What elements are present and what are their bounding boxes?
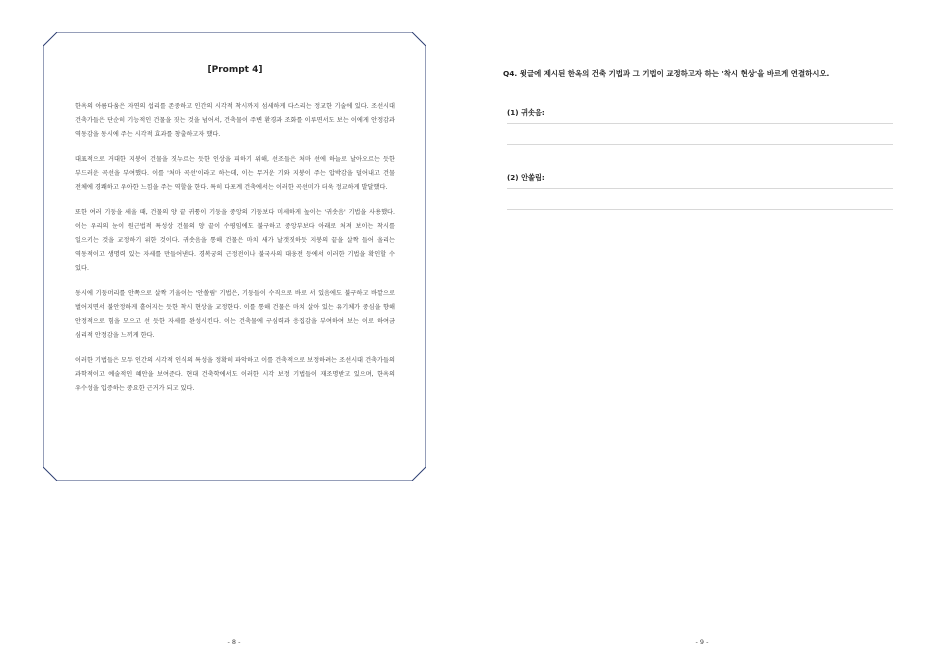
paragraph: 이러한 기법들은 모두 인간의 시각적 인식의 특성을 정확히 파악하고 이를 건축적으로 보정하려는 조선시대 건축가들의 과학적이고 예술적인 혜안을 보여준다. 현대 건축학에서도 이러한 시각 보정 기법들이 재조명받고 있으며, 한옥의 우수성을 입증하는 중요한 근거가 되고 있다. [75, 357, 395, 392]
paragraph: 한옥의 아름다움은 자연의 섭리를 존중하고 인간의 시각적 착시까지 섬세하게 다스리는 정교한 기술에 있다. 조선시대 건축가들은 단순히 기능적인 건물을 짓는 것을 넘어서, 건축물이 주변 환경과 조화를 이루면서도 보는 이에게 안정감과 역동감을 동시에 주는 시각적 효과를 창출하고자 했다. [75, 103, 395, 138]
question-text: Q4. 윗글에 제시된 한옥의 건축 기법과 그 기법이 교정하고자 하는 '착시 현상'을 바르게 연결하시오. [503, 69, 830, 78]
paragraph: 또한 여러 기둥을 세울 때, 건물의 양 끝 귀퉁이 기둥을 중앙의 기둥보다 미세하게 높이는 '귀솟음' 기법을 사용했다. 이는 우리의 눈이 원근법적 특성상 건물의 양 끝이 수평임에도 불구하고 중앙부보다 아래로 처져 보이는 착시를 일으키는 것을 교정하기 위한 것이다. 귀솟음을 통해 건물은 마치 새가 날갯짓하듯 지붕의 끝을 살짝 들어 올리는 역동적이고 생명력 있는 자세를 만들어낸다. 경복궁의 근정전이나 불국사의 대웅전 등에서 이러한 기법을 확인할 수 있다. [75, 209, 395, 272]
paragraph: 동시에 기둥머리를 안쪽으로 살짝 기울이는 '안쏠림' 기법은, 기둥들이 수직으로 바로 서 있음에도 불구하고 바깥으로 벌어지면서 불안정하게 흩어지는 듯한 착시 현상을 교정한다. 이를 통해 건물은 마치 살아 있는 유기체가 중심을 향해 안정적으로 힘을 모으고 선 듯한 자세를 완성시킨다. 이는 건축물에 구심력과 응집감을 부여하여 보는 이로 하여금 심리적 안정감을 느끼게 한다. [75, 290, 395, 339]
answer-line[interactable] [507, 188, 893, 189]
page-number: - 8 - [227, 638, 241, 646]
answer-line[interactable] [507, 144, 893, 145]
prompt-content [75, 65, 395, 407]
answer-label-1: (1) 귀솟음: [507, 108, 545, 117]
page-number: - 9 - [695, 638, 709, 646]
answer-line[interactable] [507, 209, 893, 210]
prompt-title: [Prompt 4] [207, 65, 263, 75]
answer-line[interactable] [507, 123, 893, 124]
paragraph: 대표적으로 거대한 지붕이 건물을 짓누르는 듯한 인상을 피하기 위해, 선조들은 처마 선에 하늘로 날아오르는 듯한 부드러운 곡선을 부여했다. 이를 '처마 곡선'이라고 하는데, 이는 무거운 기와 지붕이 주는 압박감을 덜어내고 건물 전체에 경쾌하고 우아한 느낌을 주는 역할을 한다. 특히 다포계 건축에서는 이러한 곡선미가 더욱 정교하게 발달했다. [75, 156, 395, 191]
right-page [468, 0, 936, 662]
answer-label-2: (2) 안쏠림: [507, 173, 545, 182]
